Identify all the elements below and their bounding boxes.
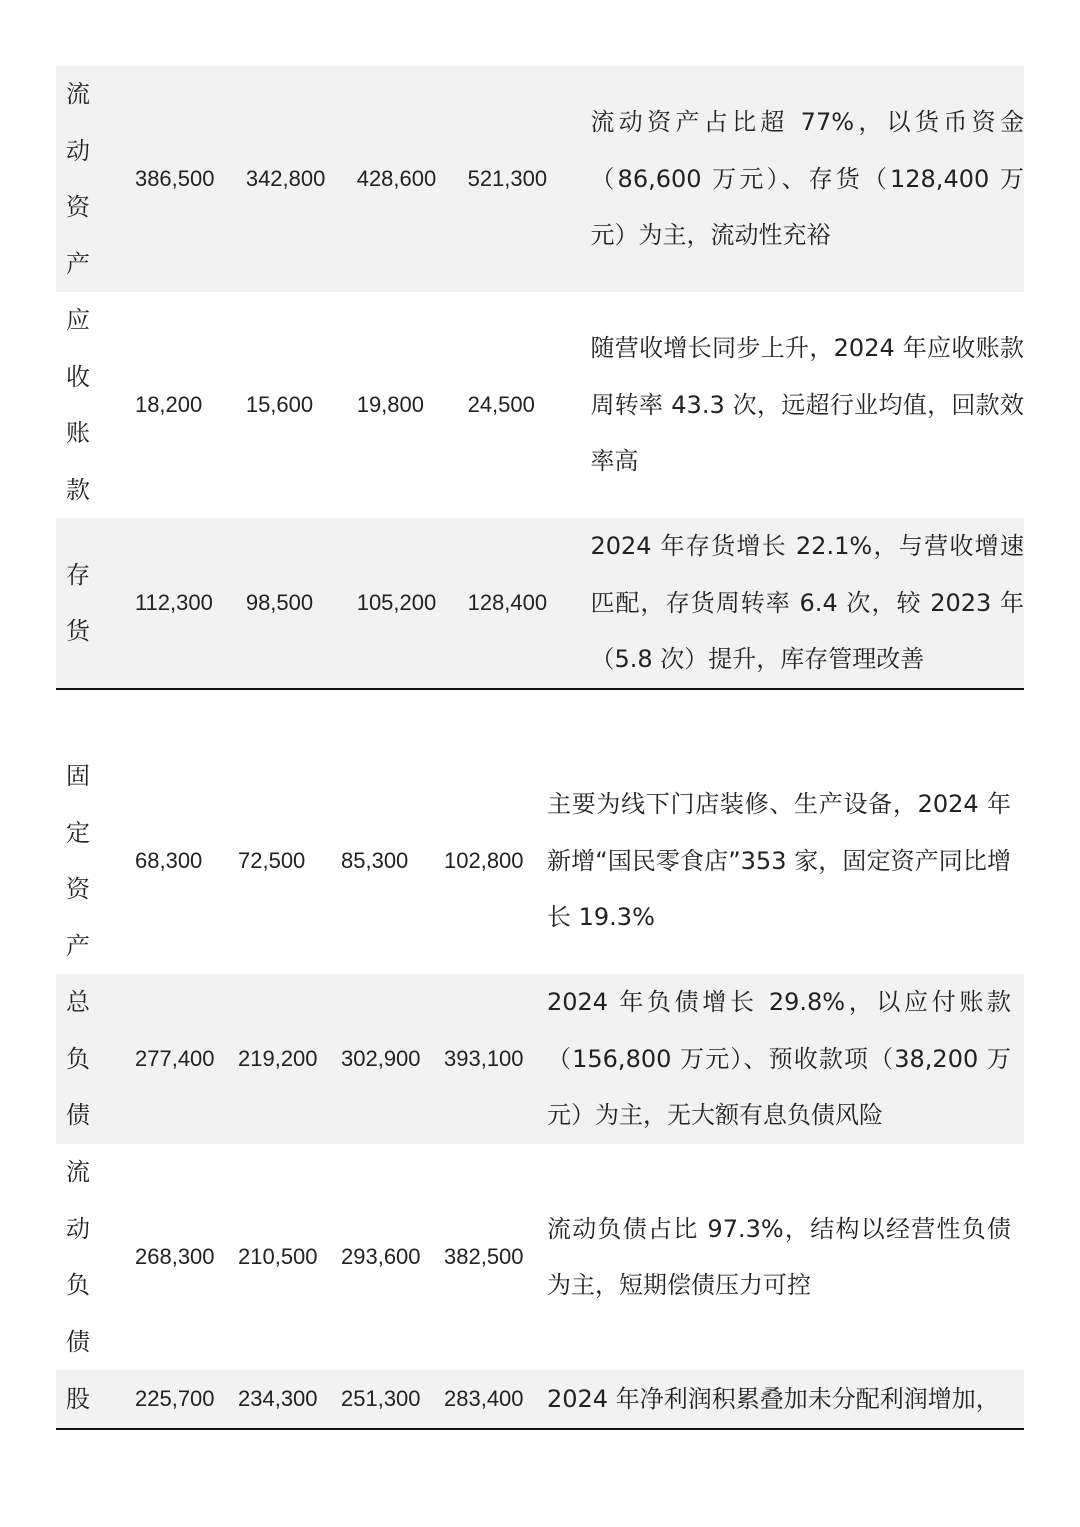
cell-value: 219,200 [238, 1046, 318, 1071]
table-bottom-rule [56, 1428, 1024, 1430]
row-label-char: 股 [66, 1384, 90, 1413]
row-label-char: 账 [65, 419, 90, 447]
row-label-char: 流 [65, 80, 90, 108]
cell-value: 85,300 [341, 848, 409, 873]
cell-value: 19,800 [356, 392, 424, 417]
cell-value: 293,600 [341, 1244, 421, 1269]
row-label-char: 资 [65, 193, 90, 221]
table-row-receivables [56, 292, 1024, 518]
cell-value: 225,700 [135, 1386, 215, 1411]
balance-table-part1 [56, 66, 1024, 690]
row-note: 流动资产占比超 77%，以货币资金（86,600 万元）、存货（128,400 万元）为主，流动性充裕 [590, 108, 1024, 250]
row-label-char: 产 [65, 249, 90, 278]
cell-value: 128,400 [467, 590, 548, 615]
cell-value: 342,800 [245, 166, 326, 191]
cell-value: 234,300 [238, 1386, 318, 1411]
table-row-total-liabilities [56, 974, 1024, 1144]
cell-value: 18,200 [134, 392, 203, 417]
cell-value: 283,400 [444, 1386, 524, 1411]
table-row-equity [56, 1370, 1024, 1428]
table-row-current-assets [56, 66, 1024, 292]
row-label-fixed-assets [56, 748, 100, 974]
row-label-char: 存 [65, 560, 90, 589]
row-label-char: 货 [65, 617, 90, 645]
cell-value: 302,900 [341, 1046, 421, 1071]
cell-value: 24,500 [467, 392, 535, 417]
cell-value: 277,400 [135, 1046, 215, 1071]
cell-value: 102,800 [444, 848, 524, 873]
row-label-char: 应 [65, 306, 90, 334]
table-bottom-rule [56, 688, 1024, 690]
cell-value: 386,500 [134, 166, 215, 191]
row-label-char: 负 [66, 1044, 90, 1073]
cell-value: 72,500 [238, 848, 306, 873]
row-label-char: 资 [66, 875, 90, 903]
row-label-current-liabilities [56, 1144, 100, 1370]
row-note: 2024 年负债增长 29.8%，以应付账款（156,800 万元）、预收款项（38,200 万元）为主，无大额有息负债风险 [547, 988, 1011, 1130]
row-label-char: 负 [66, 1271, 90, 1299]
row-label-char: 动 [66, 1214, 90, 1243]
row-label-char: 款 [65, 475, 90, 504]
cell-value: 521,300 [467, 166, 548, 191]
cell-value: 112,300 [134, 590, 213, 615]
cell-value: 428,600 [356, 166, 437, 191]
row-label-char: 债 [66, 1327, 90, 1356]
row-label-current-assets [56, 66, 100, 292]
cell-value: 393,100 [444, 1046, 524, 1071]
table-row-current-liabilities [56, 1144, 1024, 1370]
cell-value: 268,300 [135, 1244, 215, 1269]
cell-value: 251,300 [341, 1386, 421, 1411]
balance-table-part2 [56, 748, 1024, 1430]
row-label-receivables [56, 292, 100, 518]
row-note: 2024 年净利润积累叠加未分配利润增加， [547, 1384, 1000, 1413]
row-label-char: 总 [66, 988, 90, 1017]
cell-value: 68,300 [135, 848, 203, 873]
row-note: 流动负债占比 97.3%，结构以经营性负债为主，短期偿债压力可控 [547, 1214, 1011, 1299]
table-row-fixed-assets [56, 748, 1024, 974]
row-label-char: 债 [66, 1101, 90, 1130]
row-label-char: 动 [65, 136, 90, 165]
cell-value: 210,500 [238, 1244, 318, 1269]
cell-value: 382,500 [444, 1244, 524, 1269]
cell-value: 15,600 [245, 392, 314, 417]
row-label-char: 产 [66, 931, 90, 960]
row-label-char: 流 [66, 1158, 90, 1186]
row-label-total-liabilities [56, 974, 100, 1144]
row-note: 2024 年存货增长 22.1%，与营收增速匹配，存货周转率 6.4 次，较 2023 年（5.8 次）提升，库存管理改善 [590, 532, 1024, 674]
row-label-char: 收 [65, 362, 90, 391]
row-note: 随营收增长同步上升，2024 年应收账款周转率 43.3 次，远超行业均值，回款效率高 [590, 334, 1024, 476]
row-note: 主要为线下门店装修、生产设备，2024 年新增“国民零食店”353 家，固定资产同比增长 19.3% [547, 790, 1011, 932]
row-label-char: 固 [66, 762, 90, 790]
cell-value: 105,200 [356, 590, 437, 615]
row-label-char: 定 [66, 818, 90, 847]
table-row-inventory [56, 518, 1024, 688]
row-label-inventory [56, 547, 100, 660]
row-label-equity [56, 1371, 100, 1428]
cell-value: 98,500 [245, 590, 314, 615]
